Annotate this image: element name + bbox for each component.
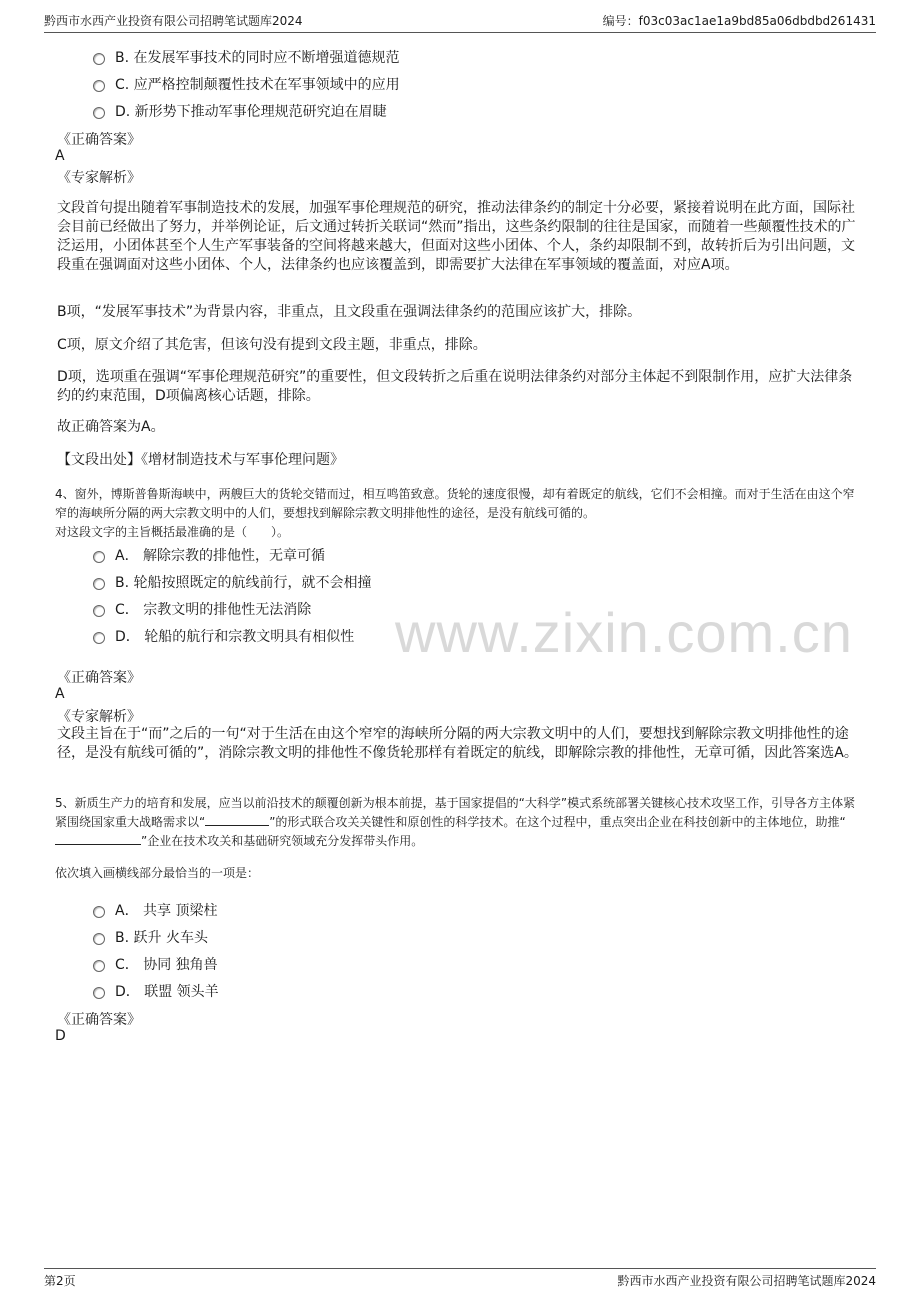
header-title: 黔西市水西产业投资有限公司招聘笔试题库2024 <box>44 14 303 28</box>
q5-stem-part-3: ”企业在技术攻关和基础研究领域充分发挥带头作用。 <box>141 834 424 848</box>
q3-option-c[interactable] <box>93 74 400 94</box>
option-label: C． 协同 独角兽 <box>115 957 218 973</box>
option-label: D． 轮船的航行和宗教文明具有相似性 <box>115 629 355 645</box>
q3-analysis-paragraph: D项，选项重在强调“军事伦理规范研究”的重要性，但文段转折之后重在说明法律条约对部分主体起不到限制作用，应扩大法律条约的约束范围，D项偏离核心话题，排除。 <box>57 369 853 404</box>
radio-icon[interactable] <box>93 987 105 999</box>
q3-answer: A <box>55 148 65 164</box>
q3-option-b[interactable] <box>93 47 400 67</box>
q3-source: 【文段出处】《增材制造技术与军事伦理问题》 <box>57 452 344 468</box>
q4-option-b[interactable] <box>93 572 372 592</box>
q4-stem: 4、窗外，博斯普鲁斯海峡中，两艘巨大的货轮交错而过，相互鸣笛致意。货轮的速度很慢，却有着既定的航线，它们不会相撞。而对于生活在由这个窄窄的海峡所分隔的两大宗教文明中的人们，要想找到解除宗教文明排他性的途径，是没有航线可循的。 <box>55 487 855 520</box>
q4-question: 对这段文字的主旨概括最准确的是（ ）。 <box>55 525 290 539</box>
q4-option-a[interactable] <box>93 545 325 565</box>
q3-answer-label: 《正确答案》 <box>57 132 141 148</box>
q3-option-d[interactable] <box>93 101 387 121</box>
radio-icon[interactable] <box>93 578 105 590</box>
option-label: B. 在发展军事技术的同时应不断增强道德规范 <box>115 50 400 66</box>
q3-analysis-paragraph: 故正确答案为A。 <box>57 419 165 435</box>
option-label: B. 跃升 火车头 <box>115 930 208 946</box>
radio-icon[interactable] <box>93 632 105 644</box>
option-label: C． 宗教文明的排他性无法消除 <box>115 602 312 618</box>
q5-option-d[interactable] <box>93 981 219 1001</box>
q4-answer-label: 《正确答案》 <box>57 670 141 686</box>
option-label: C. 应严格控制颠覆性技术在军事领域中的应用 <box>115 77 400 93</box>
radio-icon[interactable] <box>93 906 105 918</box>
option-label: A． 解除宗教的排他性，无章可循 <box>115 548 326 564</box>
radio-icon[interactable] <box>93 960 105 972</box>
q5-stem <box>55 794 865 851</box>
page-footer <box>44 1268 876 1292</box>
q5-blank-2 <box>55 832 141 845</box>
radio-icon[interactable] <box>93 80 105 92</box>
q5-answer: D <box>55 1028 66 1044</box>
q4-analysis: 文段主旨在于“而”之后的一句“对于生活在由这个窄窄的海峡所分隔的两大宗教文明中的人们，要想找到解除宗教文明排他性的途径，是没有航线可循的”，消除宗教文明的排他性不像货轮那样有着既定的航线，即解除宗教的排他性，无章可循，因此答案选A。 <box>57 726 858 761</box>
q4-option-c[interactable] <box>93 599 311 619</box>
q3-analysis-label: 《专家解析》 <box>57 170 141 186</box>
option-label: B. 轮船按照既定的航线前行，就不会相撞 <box>115 575 372 591</box>
q5-option-c[interactable] <box>93 954 218 974</box>
option-label: D． 联盟 领头羊 <box>115 984 219 1000</box>
option-label: D. 新形势下推动军事伦理规范研究迫在眉睫 <box>115 104 387 120</box>
q5-option-b[interactable] <box>93 927 208 947</box>
q5-question: 依次填入画横线部分最恰当的一项是： <box>55 866 260 880</box>
q5-blank-1 <box>205 813 269 826</box>
q3-analysis-paragraph: 文段首句提出随着军事制造技术的发展，加强军事伦理规范的研究，推动法律条约的制定十分必要，紧接着说明在此方面，国际社会目前已经做出了努力，并举例论证，后文通过转折关联词“然而”指出，这些条约限制的往往是国家，而随着一些颠覆性技术的广泛运用，小团体甚至个人生产军事装备的空间将越来越大，但面对这些小团体、个人，条约却限制不到，故转折后为引出问题，文段重在强调面对这些小团体、个人，法律条约也应该覆盖到，即需要扩大法律在军事领域的覆盖面，对应A项。 <box>57 200 856 273</box>
option-label: A． 共享 顶梁柱 <box>115 903 218 919</box>
q5-stem-part-1: 5、新质生产力的培育和发展，应当以前沿技术的颠覆创新为根本前提，基于国家提倡的“大科学”模式系统部署关键核心技术攻坚工作，引导各方主体紧紧围绕国家重大战略需求以“ <box>55 796 856 829</box>
q5-option-a[interactable] <box>93 900 217 920</box>
radio-icon[interactable] <box>93 551 105 563</box>
q5-answer-label: 《正确答案》 <box>57 1012 141 1028</box>
q3-analysis-paragraph: B项，“发展军事技术”为背景内容，非重点，且文段重在强调法律条约的范围应该扩大，排除。 <box>57 304 642 320</box>
footer-title: 黔西市水西产业投资有限公司招聘笔试题库2024 <box>617 1274 876 1288</box>
page-number: 第2页 <box>44 1274 76 1288</box>
q4-answer: A <box>55 686 65 702</box>
radio-icon[interactable] <box>93 933 105 945</box>
q3-analysis-paragraph: C项，原文介绍了其危害，但该句没有提到文段主题，非重点，排除。 <box>57 337 487 353</box>
header-doc-id: 编号：f03c03ac1ae1a9bd85a06dbdbd261431 <box>602 14 876 28</box>
radio-icon[interactable] <box>93 107 105 119</box>
q4-option-d[interactable] <box>93 626 354 646</box>
page-header <box>44 12 876 33</box>
q4-analysis-label: 《专家解析》 <box>57 709 141 725</box>
radio-icon[interactable] <box>93 605 105 617</box>
q5-stem-part-2: ”的形式联合攻关关键性和原创性的科学技术。在这个过程中，重点突出企业在科技创新中的主体地位，助推“ <box>269 815 846 829</box>
radio-icon[interactable] <box>93 53 105 65</box>
watermark: www.zixin.com.cn <box>395 601 853 664</box>
